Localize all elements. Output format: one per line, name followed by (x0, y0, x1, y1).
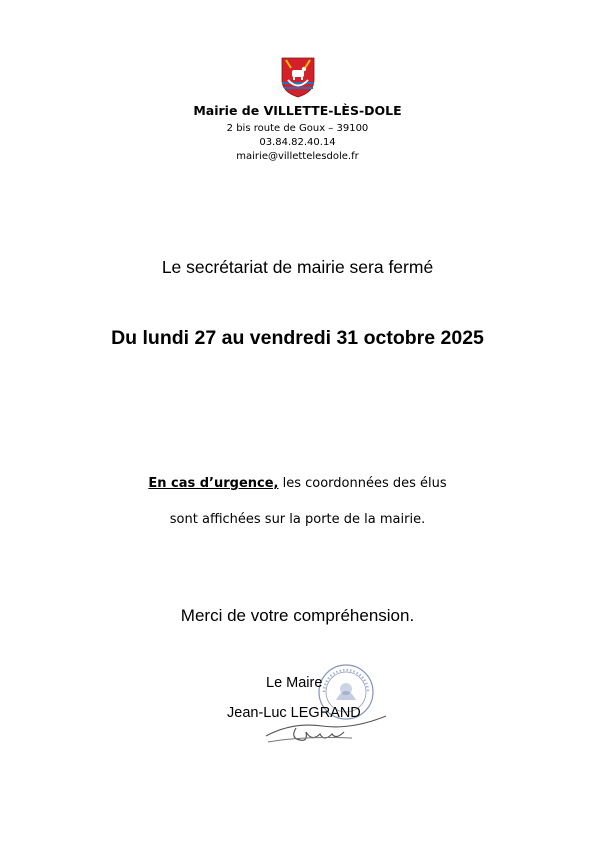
urgence-emphasis: En cas d’urgence, (148, 476, 279, 491)
handwritten-signature-icon (262, 712, 392, 748)
coat-of-arms-icon (280, 56, 316, 98)
urgence-line (0, 476, 595, 491)
signatory-title: Le Maire (266, 675, 323, 691)
closure-dates: Du lundi 27 au vendredi 31 octobre 2025 (111, 327, 484, 349)
closing-message: Merci de votre compréhension. (180, 606, 415, 625)
urgence-line-2: sont affichées sur la porte de la mairie. (169, 512, 426, 527)
mairie-email: mairie@villettelesdole.fr (236, 151, 359, 162)
mairie-address: 2 bis route de Goux – 39100 (226, 123, 369, 134)
closure-notice: Le secrétariat de mairie sera fermé (161, 257, 434, 277)
signatory-name: Jean-Luc LEGRAND (227, 705, 361, 721)
mairie-phone: 03.84.82.40.14 (259, 137, 336, 148)
urgence-rest: les coordonnées des élus (278, 476, 447, 491)
mairie-name: Mairie de VILLETTE-LÈS-DOLE (193, 103, 402, 118)
